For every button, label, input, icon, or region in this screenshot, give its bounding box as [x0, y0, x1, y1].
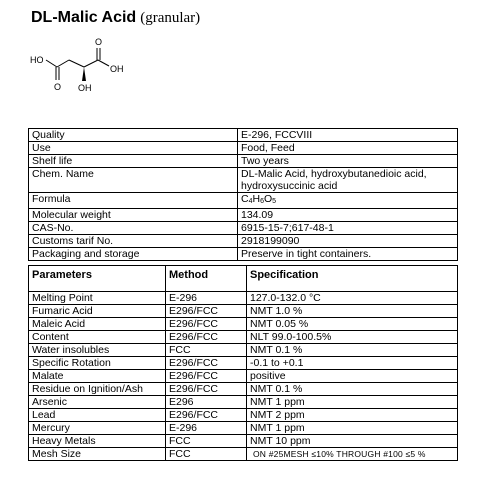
label-o-top: O	[95, 37, 103, 47]
info-row	[29, 193, 458, 209]
header-parameters: Parameters	[29, 266, 166, 292]
spec-parameter: Melting Point	[29, 292, 166, 305]
info-value: DL-Malic Acid, hydroxybutanedioic acid, hydroxysuccinic acid	[238, 168, 458, 193]
formula-part: 6	[260, 198, 264, 205]
info-value: 2918199090	[238, 235, 458, 248]
spec-row	[29, 318, 458, 331]
info-row	[29, 209, 458, 222]
spec-row	[29, 305, 458, 318]
spec-value: NMT 10 ppm	[247, 435, 458, 448]
formula-part: 5	[272, 198, 277, 205]
label-oh-right: OH	[110, 64, 124, 74]
info-value: Food, Feed	[238, 142, 458, 155]
info-label: Use	[29, 142, 238, 155]
spec-value: NMT 0.1 %	[247, 383, 458, 396]
info-row	[29, 129, 458, 142]
spec-parameter: Maleic Acid	[29, 318, 166, 331]
label-oh-bottom: OH	[78, 83, 92, 93]
spec-method: FCC	[166, 448, 247, 461]
spec-parameter: Fumaric Acid	[29, 305, 166, 318]
info-row	[29, 222, 458, 235]
info-label: Shelf life	[29, 155, 238, 168]
spec-value: ON #25MESH ≤10% THROUGH #100 ≤5 %	[247, 448, 458, 461]
info-value: Preserve in tight containers.	[238, 248, 458, 261]
info-value: 6915-15-7;617-48-1	[238, 222, 458, 235]
info-label: Formula	[29, 193, 238, 209]
spec-parameter: Content	[29, 331, 166, 344]
spec-parameter: Residue on Ignition/Ash	[29, 383, 166, 396]
spec-method: E296	[166, 396, 247, 409]
info-row	[29, 248, 458, 261]
label-ho: HO	[30, 55, 44, 65]
info-row	[29, 155, 458, 168]
info-value: 134.09	[238, 209, 458, 222]
info-value: E-296, FCCVIII	[238, 129, 458, 142]
product-info-table	[28, 128, 458, 261]
formula-part: O	[264, 193, 273, 205]
spec-row	[29, 409, 458, 422]
spec-method: E296/FCC	[166, 383, 247, 396]
spec-method: E-296	[166, 292, 247, 305]
header-method: Method	[166, 266, 247, 292]
info-label: Packaging and storage	[29, 248, 238, 261]
spec-value: 127.0-132.0 °C	[247, 292, 458, 305]
spec-value: NMT 1 ppm	[247, 422, 458, 435]
spec-parameter: Water insolubles	[29, 344, 166, 357]
formula-part: H	[252, 193, 261, 205]
spec-method: E296/FCC	[166, 370, 247, 383]
spec-parameter: Lead	[29, 409, 166, 422]
spec-method: E296/FCC	[166, 357, 247, 370]
spec-method: E296/FCC	[166, 331, 247, 344]
info-label: Customs tarif No.	[29, 235, 238, 248]
spec-header-row	[29, 266, 458, 292]
bond-lines	[46, 48, 109, 80]
spec-value: NLT 99.0-100.5%	[247, 331, 458, 344]
spec-value: NMT 0.05 %	[247, 318, 458, 331]
info-label: Quality	[29, 129, 238, 142]
spec-parameter: Malate	[29, 370, 166, 383]
title-text: DL-Malic Acid	[31, 9, 137, 26]
spec-row	[29, 396, 458, 409]
spec-method: E-296	[166, 422, 247, 435]
spec-parameter: Mesh Size	[29, 448, 166, 461]
formula-value	[238, 193, 458, 209]
spec-row	[29, 383, 458, 396]
info-label: CAS-No.	[29, 222, 238, 235]
spec-value: NMT 1.0 %	[247, 305, 458, 318]
spec-parameter: Mercury	[29, 422, 166, 435]
header-specification: Specification	[247, 266, 458, 292]
info-row	[29, 168, 458, 193]
spec-parameter: Arsenic	[29, 396, 166, 409]
spec-value: NMT 0.1 %	[247, 344, 458, 357]
spec-row	[29, 357, 458, 370]
wedge-bond	[82, 67, 86, 81]
spec-parameter: Heavy Metals	[29, 435, 166, 448]
spec-row	[29, 344, 458, 357]
spec-row	[29, 435, 458, 448]
info-value: Two years	[238, 155, 458, 168]
spec-value: positive	[247, 370, 458, 383]
info-label: Chem. Name	[29, 168, 238, 193]
spec-method: E296/FCC	[166, 305, 247, 318]
spec-row	[29, 370, 458, 383]
title-subtitle: (granular)	[140, 10, 201, 26]
page-title	[31, 9, 200, 31]
spec-method: FCC	[166, 344, 247, 357]
formula-part: 4	[248, 198, 253, 205]
spec-value: NMT 2 ppm	[247, 409, 458, 422]
spec-value: NMT 1 ppm	[247, 396, 458, 409]
structural-formula	[24, 34, 134, 96]
label-o-bottom: O	[54, 82, 62, 92]
spec-value: -0.1 to +0.1	[247, 357, 458, 370]
spec-row	[29, 292, 458, 305]
info-row	[29, 235, 458, 248]
spec-row	[29, 448, 458, 461]
spec-parameter: Specific Rotation	[29, 357, 166, 370]
spec-method: FCC	[166, 435, 247, 448]
spec-method: E296/FCC	[166, 318, 247, 331]
formula-part: C	[241, 193, 249, 205]
spec-row	[29, 422, 458, 435]
info-row	[29, 142, 458, 155]
spec-row	[29, 331, 458, 344]
info-label: Molecular weight	[29, 209, 238, 222]
spec-method: E296/FCC	[166, 409, 247, 422]
specification-table	[28, 265, 458, 461]
